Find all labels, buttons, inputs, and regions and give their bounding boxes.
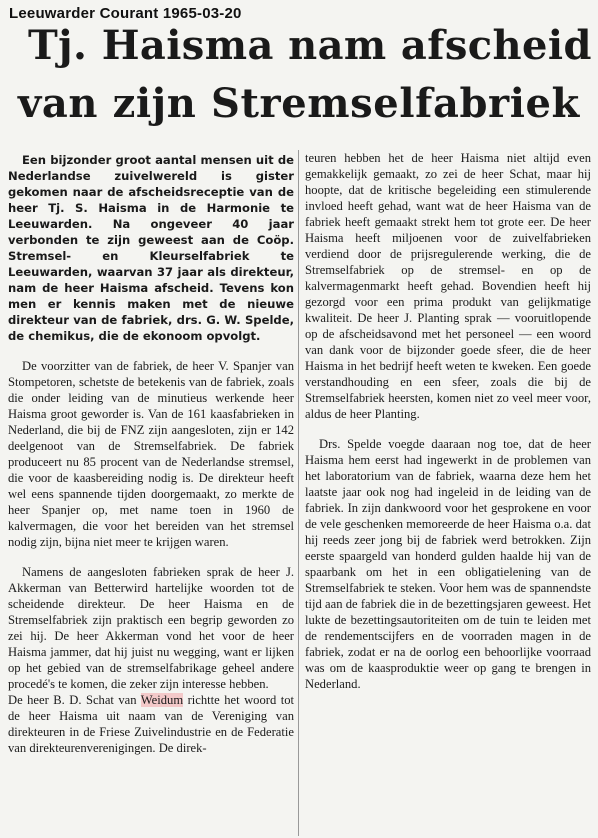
- body-paragraph: Drs. Spelde voegde daaraan nog toe, dat de heer Haisma hem eerst had ingewerkt in de problemen van het laboratorium van de fabriek, waarna deze hem het laatste jaar ook nog had ingeleid in de leiding van de fabriek. In zijn dankwoord voor het gesprokene en voor de vele geschenken memoreerde de heer Haisma o.a. dat hij reeds zeer jong bij de fabriek werd betrokken. Zijn eerste spaargeld van honderd gulden haalde hij van de spaarbank om het in een obligatielening van de Stremselfabriek te steken. Voor hem was de spannendste tijd aan de fabriek die in de bezettingsjaren geweest. Het lukte de bezettingsautoriteiten om de tuin te leiden met de rendementscijfers en de voorraden magen in de fabriek, zodat er na de oorlog een behoorlijke voorraad was om de kaasproduktie weer op gang te brengen in Nederland.: [305, 437, 591, 691]
- headline-line-1: Tj. Haisma nam afscheid: [28, 22, 592, 69]
- para-text: richtte het woord tot de heer Haisma uit naam van de Vereniging van direkteuren in de Friese Zuivelindustrie en de Federatie van direkteurenverenigingen. De direk-: [8, 693, 294, 755]
- lead-paragraph: Een bijzonder groot aantal mensen uit de Nederlandse zuivelwereld is gister gekomen naar de afscheidsreceptie van de heer Tj. S. Haisma in de Harmonie te Leeuwarden. Na ongeveer 40 jaar verbonden te zijn geweest aan de Coöp. Stremsel- en Kleurselfabriek te Leeuwarden, waarvan 37 jaar als direkteur, nam de heer Haisma afscheid. Tevens kon men er kennis maken met de nieuwe direkteur van de fabriek, drs. G. W. Spelde, de chemikus, die de ekonoom opvolgt.: [8, 153, 294, 343]
- column-divider: [298, 150, 299, 836]
- highlighted-word: Weidum: [140, 693, 184, 707]
- article-column-left: [8, 152, 294, 756]
- para-text: De heer B. D. Schat van: [8, 693, 141, 707]
- body-paragraph: Namens de aangesloten fabrieken sprak de heer J. Akkerman van Betterwird hartelijke woorden tot de scheidende direkteur. De heer Haisma en de Stremselfabriek zijn praktisch een begrip geworden zo zei hij. De heer Akkerman vond het voor de heer Haisma jammer, dat hij juist nu wegging, want er lijken op het gebied van de stremselfabrikage geheel andere procedé's te komen, die zeker zijn interesse hebben.: [8, 565, 294, 691]
- headline-line-2: van zijn Stremselfabriek: [18, 80, 580, 127]
- body-paragraph: De voorzitter van de fabriek, de heer V. Spanjer van Stompetoren, schetste de betekenis van de fabriek, zoals die onder leiding van de minutieus werkende heer Haisma groot geworder is. Van de 161 kaasfabrieken in Nederland, die bij de FNZ zijn aangesloten, zijn er 142 deelgenoot van de Stremselfabriek. De fabriek produceert nu 85 procent van de Nederlandse stremsel, die voor de kaasbereiding nodig is. De direkteur heeft wel eens spannende tijden doorgemaakt, zo merkte de heer Spanjer op, met name toen in 1960 de kalvermagen, die voor het bereiden van het stremsel nodig zijn, bijna niet meer te krijgen waren.: [8, 359, 294, 549]
- body-paragraph-continued: teuren hebben het de heer Haisma niet altijd even gemakkelijk gemaakt, zo zei de heer Schat, maar hij hoopte, dat de kritische begeleiding een stimulerende invloed heeft gehad, want wat de heer Haisma van de fabriek heeft gemaakt strekt hem tot grote eer. De heer Haisma heeft miljoenen voor de zuivelfabrieken verdiend door de prijsregulerende werking, die de Stremselfabriek op de stremsel- en op de kalvermagenmarkt heeft gehad. Bovendien heeft hij gezorgd voor een prima produkt van gelijkmatige kwaliteit. De heer J. Planting sprak — vooruitlopende op de afscheidsavond met het personeel — een woord van dank voor de bijzonder goede sfeer, die de heer Haisma in het bedrijf heeft weten te kweken. Een goede verstandhouding en een sfeer, zoals die bij de Stremselfabriek heersten, komen niet zo veel meer voor, aldus de heer Planting.: [305, 151, 591, 421]
- newspaper-source-date: Leeuwarder Courant 1965-03-20: [9, 5, 242, 22]
- article-column-right: [305, 150, 591, 706]
- body-paragraph: [8, 692, 294, 756]
